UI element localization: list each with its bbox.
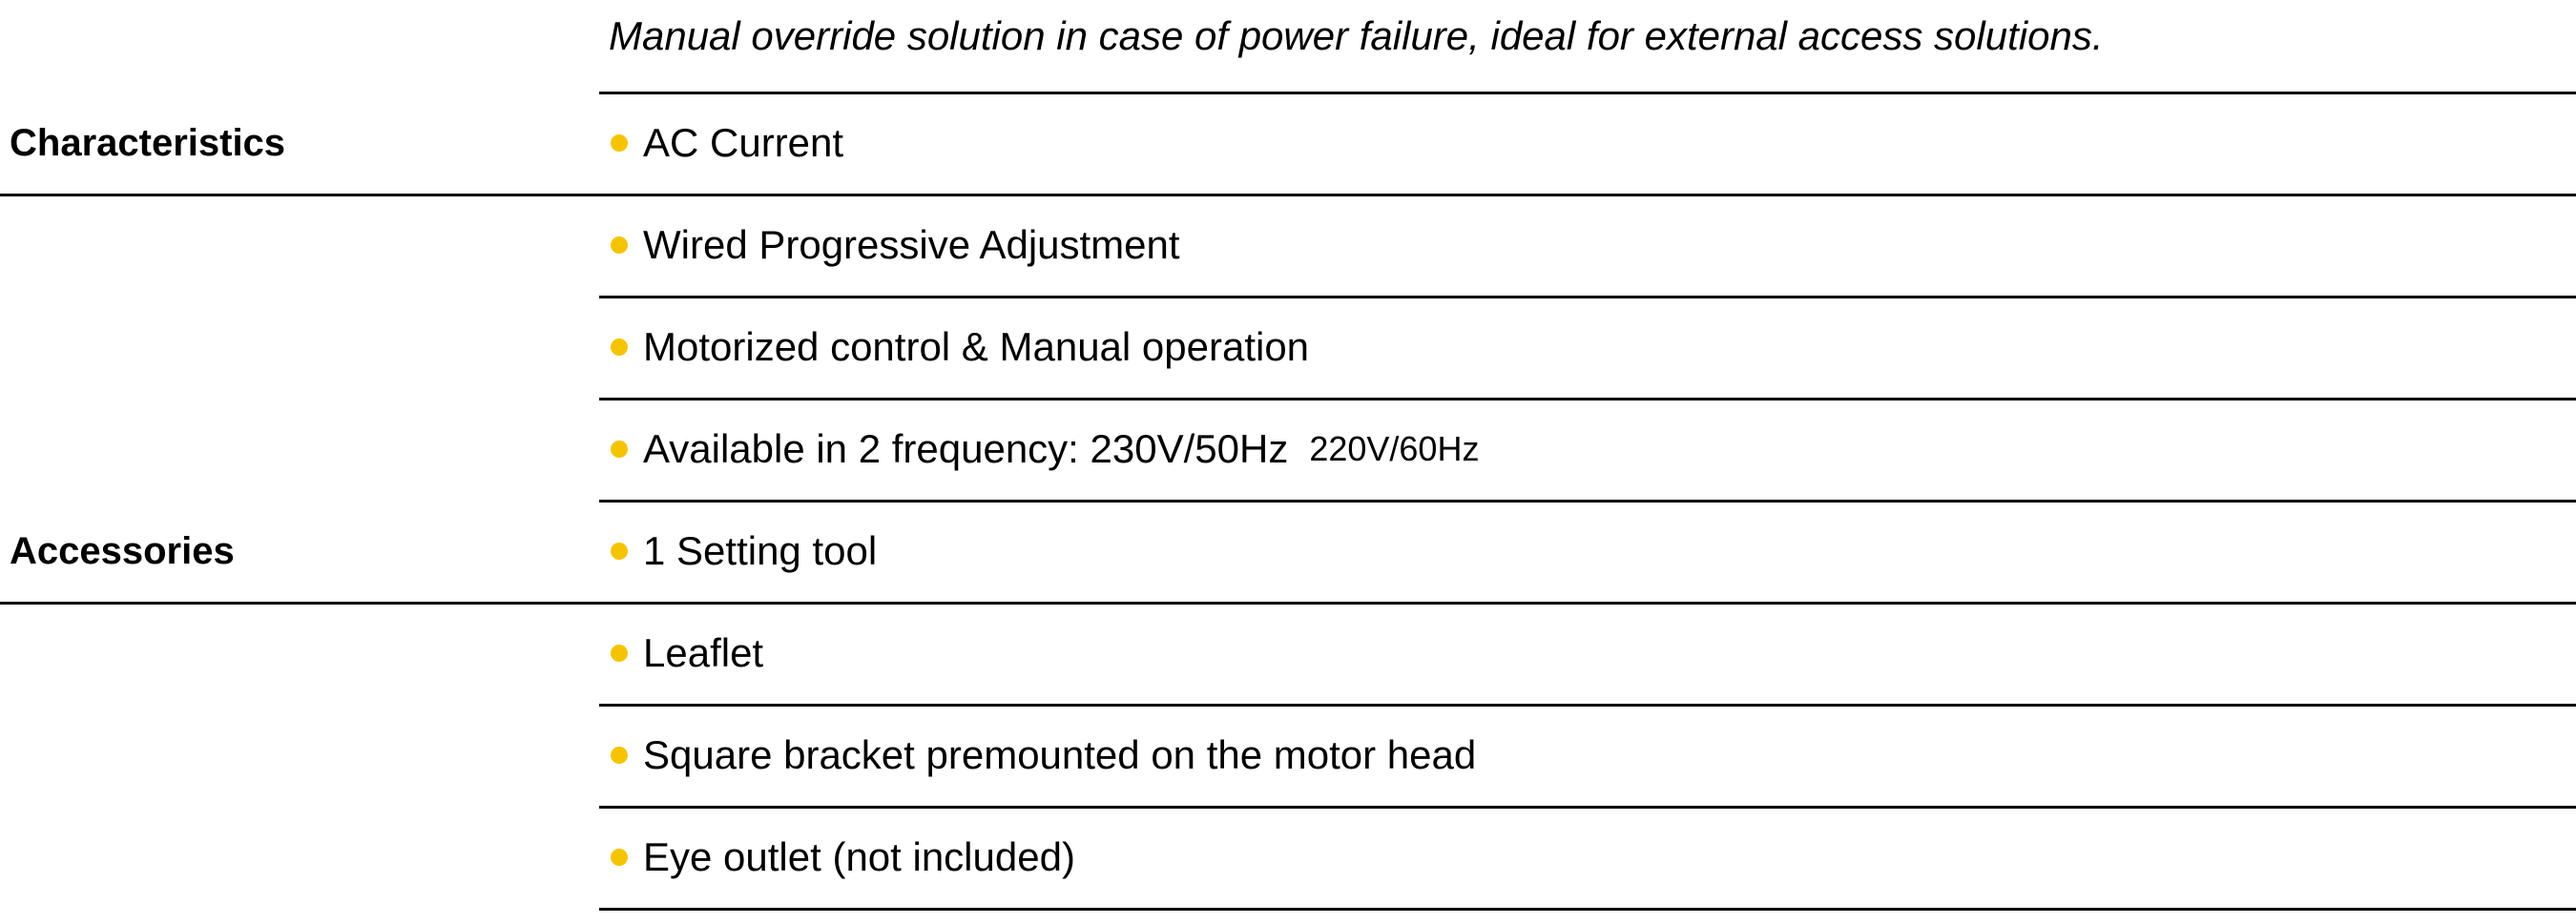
divider bbox=[599, 296, 2576, 298]
section-divider bbox=[0, 602, 2576, 605]
intro-text: Manual override solution in case of power failure, ideal for external access solutions. bbox=[609, 13, 2104, 58]
section-label-characteristics: Characteristics bbox=[10, 122, 286, 164]
list-item-text: Available in 2 frequency: 230V/50Hz bbox=[643, 426, 1289, 471]
bullet-icon bbox=[611, 441, 628, 458]
list-item-text: Eye outlet (not included) bbox=[643, 834, 1075, 879]
divider bbox=[599, 908, 2576, 911]
list-item-text: Motorized control & Manual operation bbox=[643, 324, 1310, 369]
list-item-text: Wired Progressive Adjustment bbox=[643, 222, 1180, 267]
list-item bbox=[611, 324, 1309, 370]
list-item-extra-text: 220V/60Hz bbox=[1309, 429, 1480, 468]
list-item-text: Square bracket premounted on the motor head bbox=[643, 732, 1477, 777]
divider bbox=[599, 500, 2576, 503]
divider bbox=[599, 398, 2576, 400]
list-item bbox=[611, 630, 763, 676]
list-item bbox=[611, 222, 1180, 268]
list-item bbox=[611, 834, 1075, 880]
list-item bbox=[611, 426, 1479, 472]
divider bbox=[599, 806, 2576, 809]
bullet-icon bbox=[611, 543, 628, 560]
list-item bbox=[611, 732, 1476, 778]
list-item bbox=[611, 528, 877, 574]
list-item-text: Leaflet bbox=[643, 630, 764, 675]
divider bbox=[599, 92, 2576, 94]
bullet-icon bbox=[611, 645, 628, 662]
list-item-text: 1 Setting tool bbox=[643, 528, 878, 573]
divider bbox=[599, 704, 2576, 707]
section-divider bbox=[0, 194, 2576, 196]
bullet-icon bbox=[611, 849, 628, 866]
section-label-accessories: Accessories bbox=[10, 530, 235, 572]
bullet-icon bbox=[611, 134, 628, 152]
bullet-icon bbox=[611, 236, 628, 254]
bullet-icon bbox=[611, 747, 628, 764]
bullet-icon bbox=[611, 339, 628, 356]
list-item bbox=[611, 120, 843, 166]
list-item-text: AC Current bbox=[643, 120, 844, 165]
